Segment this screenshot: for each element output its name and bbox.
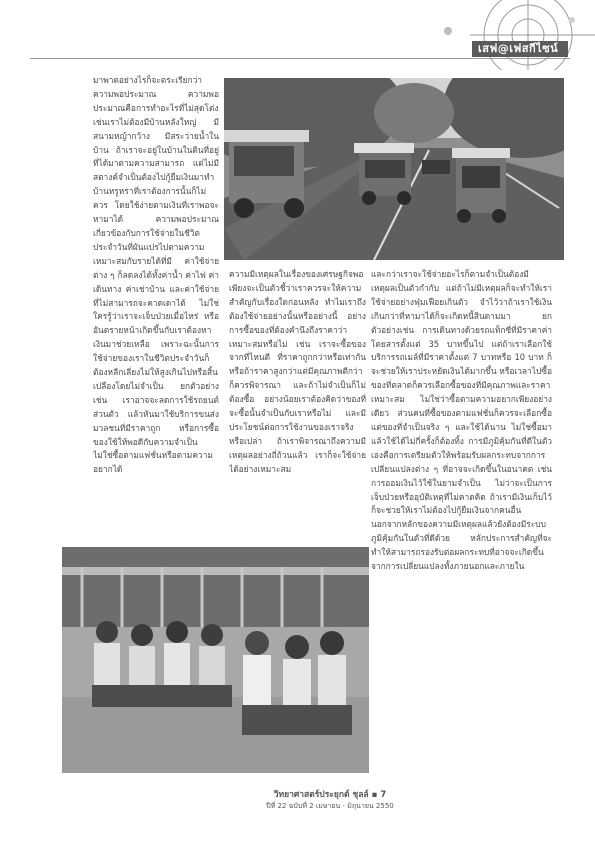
page-number: 7 [380,790,387,800]
paragraph: มาพาดอย่างไรก็จะตระเรียกว่า ความพอประมาณ ความพอประมาณคือการทำอะไรที่ไม่สุดโต่ง เช่นเราไม่ต้องมีบ้านหลังใหญ่ มีสนามหญ้ากว้าง มีสระว่ายน้ำในบ้าน ถ้าเราจะอยู่ในบ้านในดินที่อยู่ที่ได้มาตามความสามารถ แต่ไม่มีสตางค์จำเป็นต้องไปกู้ยืมเงินมาทำบ้านหรูหราที่เราต้องการนั้นก็ไม่ควร โดยใช้ง่ายตามเงินที่เราพอจะหามาได้ ความพอประมาณเกี่ยวข้องกับการใช้จ่ายในชีวิตประจำวันที่ผันแปรไปตามความเหมาะสมกับรายได้ที่มี ค่าใช้จ่ายต่าง ๆ ก็ลดลงได้ทั้งค่าน้ำ ค่าไฟ ค่าเดินทาง ค่าเช่าบ้าน และค่าใช้จ่ายที่ไม่สามารถจะคาดเดาได้ ไม่ใช่ใครรู้ว่าเราจะเจ็บป่วยเมื่อไหร่ หรืออันตรายหน้าเกิดขึ้นกับเราต้องหาเงินมาช่วยเหลือ เพราะฉะนั้นการใช้จ่ายของเราในชีวิตประจำวันก็ต้องหลีกเลี่ยงไม่ให้สูงเกินไปหรือสิ้นเปลืองโดยไม่จำเป็น ยกตัวอย่างเช่น เราอาจจะลดการใช้รถยนต์ส่วนตัว แล้วหันมาใช้บริการขนส่งมวลชนที่มีราคาถูก หรือการซื้อของใช้ให้พอดีกับความจำเป็น ไม่ใช่ซื้อตามแฟชั่นหรือตามความอยากได้ [93,75,219,475]
section-title-tab: เสฟ@เฟสกีไซน์ [472,41,568,57]
tuktuk-street-photo [224,78,564,260]
article-column-left [93,74,219,534]
footer-separator: ▪ [371,790,381,800]
header-circle-decoration [430,0,595,70]
header-rule [30,58,570,59]
paragraph: และกว่าเราจะใช้จ่ายอะไรก็ตามจำเป็นต้องมีเหตุผลเป็นตัวกำกับ แต่ถ้าไม่มีเหตุผลก็จะทำให้เราใช้จ่ายอย่างฟุ่มเฟือยเกินตัว จำไว้ว่าถ้าเราใช้เงินเกินกว่าที่หามาได้ก็จะเกิดหนี้สินตามมา ยกตัวอย่างเช่น การเดินทางด้วยรถแท็กซี่ที่มีราคาค่าโดยสารตั้งแต่ 35 บาทขึ้นไป แต่ถ้าเราเลือกใช้บริการรถเมล์ที่มีราคาตั้งแต่ 7 บาทหรือ 10 บาท ก็จะช่วยให้เราประหยัดเงินได้มากขึ้น หรือเวลาไปซื้อของที่ตลาดก็ควรเลือกซื้อของที่มีคุณภาพและราคาเหมาะสม ไม่ใช่ว่าซื้อตามความอยากเพียงอย่างเดียว ส่วนคนที่ซื้อของตามแฟชั่นก็ควรจะเลือกซื้อแต่ของที่จำเป็นจริง ๆ และใช้ได้นาน ไม่ใช่ซื้อมาแล้วใช้ได้ไม่กี่ครั้งก็ต้องทิ้ง การมีภูมิคุ้มกันที่ดีในตัวเองคือการเตรียมตัวให้พร้อมรับผลกระทบจากการเปลี่ยนแปลงต่าง ๆ ที่อาจจะเกิดขึ้นในอนาคต เช่น การออมเงินไว้ใช้ในยามจำเป็น ไม่ว่าจะเป็นการเจ็บป่วยหรืออุบัติเหตุที่ไม่คาดคิด ถ้าเรามีเงินเก็บไว้ก็จะช่วยให้เราไม่ต้องไปกู้ยืมเงินจากคนอื่น นอกจากหลักของความมีเหตุผลแล้วยังต้องมีระบบภูมิคุ้มกันในตัวที่ดีด้วย หลักประการสำคัญที่จะทำให้สามารถรองรับต่อผลกระทบที่อาจจะเกิดขึ้นจากการเปลี่ยนแปลงทั้งภายนอกและภายใน [371,269,552,572]
page-footer [230,790,430,811]
issue-info: ปีที่ 22 ฉบับที่ 2 เมษายน - มิถุนายน 2550 [266,802,394,810]
journal-title: วิทยาศาสตร์ประยุกต์ ชุลล์ [273,790,369,800]
article-column-right [371,268,552,774]
children-group-photo [62,547,369,773]
paragraph: ความมีเหตุผลในเรื่องของเศรษฐกิจพอเพียงจะเป็นตัวชี้ว่าเราควรจะให้ความสำคัญกับเรื่องใดก่อนหลัง ทำไมเราถึงต้องใช้จ่ายอย่างนั้นหรืออย่างนี้ อย่างการซื้อของที่ต้องคำนึงถึงราคาว่าเหมาะสมหรือไม่ เช่น เราจะซื้อของจากที่ไหนดี ที่ราคาถูกกว่าหรือเท่ากัน หรือถ้าราคาสูงกว่าแต่มีคุณภาพดีกว่าก็ควรพิจารณา และถ้าไม่จำเป็นก็ไม่ต้องซื้อ อย่างน้อยเราต้องคิดว่าของที่จะซื้อนั้นจำเป็นกับเราหรือไม่ และมีประโยชน์ต่อการใช้งานของเราจริงหรือเปล่า ถ้าเราพิจารณาถึงความมีเหตุผลอย่างถี่ถ้วนแล้ว เราก็จะใช้จ่ายได้อย่างเหมาะสม [229,269,366,474]
article-column-middle [229,268,366,532]
